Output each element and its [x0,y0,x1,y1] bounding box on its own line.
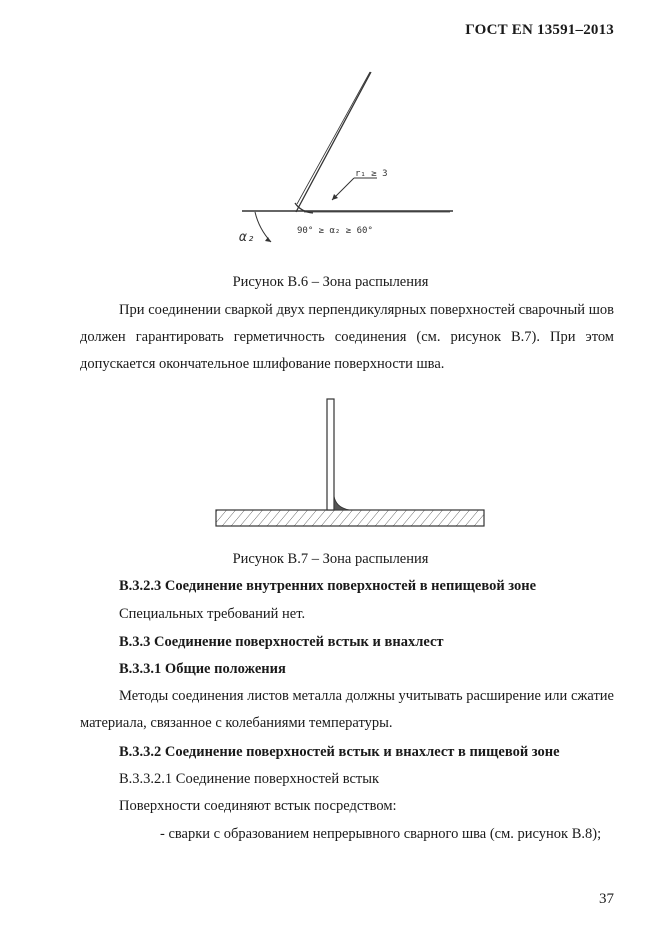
paragraph-weld-requirements: При соединении сваркой двух перпендикулярных поверхностей сварочный шов должен гарантировать герметичность соединения (см. рисунок В.7). При этом допускается окончательное шлифование поверхности шва. [80,302,614,372]
paragraph-b3-3-1: Методы соединения листов металла должны учитывать расширение или сжатие материала, связанное с колебаниями температуры. [80,688,614,731]
r1-label: r₁ ≥ 3 [355,169,388,179]
alpha-label: α₂ [239,230,255,245]
heading-b3-2-3: В.3.2.3 Соединение внутренних поверхностей в непищевой зоне [119,578,537,594]
fillet-weld [334,496,350,510]
heading-b3-3: В.3.3 Соединение поверхностей встык и внахлест [119,634,444,650]
base-plate [216,510,484,526]
subheading-b3-3-2-1: В.3.3.2.1 Соединение поверхностей встык [119,771,380,787]
figure-b7-drawing [214,396,486,530]
list-item-welding: - сварки с образованием непрерывного сварного шва (см. рисунок В.8); [160,826,602,842]
leader-line [332,178,377,200]
inclined-surface-line [296,72,371,212]
text-b3-2-3: Специальных требований нет. [119,606,306,622]
vertical-plate [327,399,334,510]
figure-b6-drawing [225,66,465,256]
heading-b3-3-2: В.3.3.2 Соединение поверхностей встык и внахлест в пищевой зоне [119,744,560,760]
heading-b3-3-1: В.3.3.1 Общие положения [119,661,286,677]
figure-b6-caption: Рисунок В.6 – Зона распыления [232,274,429,290]
text-b3-3-2-1: Поверхности соединяют встык посредством: [119,798,397,814]
angle-arc [255,212,271,242]
figure-b7-caption: Рисунок В.7 – Зона распыления [232,551,429,567]
document-id: ГОСТ EN 13591–2013 [465,22,614,38]
angle-range-label: 90° ≥ α₂ ≥ 60° [297,226,373,236]
page-number: 37 [599,891,614,907]
